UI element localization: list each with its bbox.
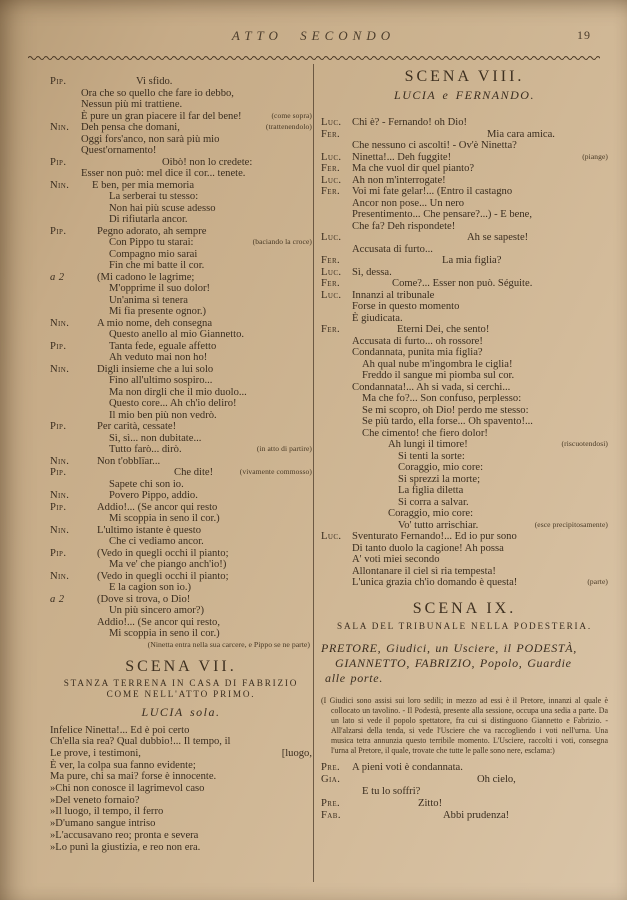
- verse-line: [50, 283, 312, 295]
- verse-line: [321, 382, 608, 394]
- verse-text: Coraggio, mio core:: [398, 462, 484, 473]
- verse-text: Ah non m'interrogate!: [352, 174, 446, 186]
- verse-text: E tu lo soffri?: [362, 786, 421, 798]
- verse-text: Ma pure, chi sa mai? forse è innocente.: [50, 771, 217, 783]
- verse-line: [321, 405, 608, 417]
- wavy-rule: [28, 54, 600, 62]
- verse-text: Eterni Dei, che sento!: [397, 324, 490, 335]
- verse-text: Presentimento... Che pensare?...) - E bene,: [352, 209, 533, 220]
- speaker-label: Pip.: [50, 340, 67, 352]
- verse-text: »Del veneto fornaio?: [50, 794, 140, 806]
- verse-line: [50, 559, 312, 571]
- right-column: [321, 68, 608, 822]
- verse-text: Abbi prudenza!: [443, 810, 510, 822]
- speaker-label: Fab.: [321, 810, 341, 822]
- verse-line: [50, 410, 312, 422]
- verse-line: [321, 221, 608, 233]
- verse-text: Ancor non pose... Un nero: [352, 197, 465, 209]
- stage-note: (vivamente commosso): [239, 467, 312, 476]
- left-column: [50, 76, 312, 853]
- verse-line: [321, 462, 608, 474]
- verse-text: Se più tardo, ella forse... Oh spavento!...: [362, 416, 533, 427]
- verse-text: Mi fia presente ognor.): [109, 306, 207, 317]
- verse-line: [50, 398, 312, 410]
- verse-text: Forse in questo momento: [352, 301, 460, 312]
- speaker-label: Nin.: [50, 122, 70, 133]
- scene-heading: SCENA IX.: [412, 599, 517, 617]
- stage-note: (parte): [587, 577, 608, 586]
- verse-text: Sapete chi son io.: [109, 478, 184, 490]
- speaker-label: Fer.: [321, 186, 341, 197]
- verse-text: Con Pippo tu starai:: [109, 237, 194, 248]
- verse-text: Se mi scopro, oh Dio! perdo me stesso:: [362, 404, 529, 416]
- verse-text: Oibò! non lo credete:: [162, 156, 253, 168]
- verse-text: (Dove si trova, o Dio!: [97, 593, 191, 605]
- verse-line: [321, 129, 608, 141]
- verse-line: [321, 163, 608, 175]
- verse-text: Voi mi fate gelar!... (Entro il castagno: [352, 186, 513, 197]
- verse-text: Zitto!: [418, 798, 443, 810]
- verse-line: [50, 260, 312, 272]
- spacer: [321, 755, 608, 762]
- verse-text: La mia figlia?: [442, 255, 502, 266]
- verse-text: L'unica grazia ch'io domando è questa!: [352, 577, 518, 588]
- verse-text: Questo core... Ah ch'io deliro!: [109, 398, 237, 409]
- scene-subtitle: SALA DEL TRIBUNALE NELLA PODESTERIA.: [337, 620, 592, 631]
- verse-line: [50, 122, 312, 134]
- verse-text: Accusata di furto... oh rossore!: [352, 335, 483, 347]
- verse-text: Nessun più mi trattiene.: [81, 99, 183, 110]
- verse-text: Di tanto duolo la cagione! Ah possa: [352, 542, 504, 554]
- verse-line: [50, 783, 312, 795]
- speaker-label: Luc.: [321, 174, 342, 186]
- verse-line: [321, 140, 608, 152]
- verse-line: [321, 451, 608, 463]
- stage-note: (in atto di partire): [256, 444, 312, 453]
- verse-text: »Chi non conosce il lagrimevol caso: [50, 783, 205, 795]
- verse-text: La serberai tu stesso:: [109, 191, 199, 202]
- verse-text: La figlia diletta: [398, 485, 464, 496]
- verse-line: [50, 628, 312, 640]
- verse-line: [321, 301, 608, 313]
- verse-line: [321, 485, 608, 497]
- verse-line: [50, 502, 312, 514]
- speaker-label: a 2: [50, 593, 65, 605]
- verse-text: È pure un gran piacere il far del bene!: [81, 110, 242, 122]
- verse-text: Vi sfido.: [136, 76, 173, 87]
- speaker-label: Nin.: [50, 363, 70, 375]
- verse-line: [50, 88, 312, 100]
- verse-text: Si tenti la sorte:: [398, 450, 465, 462]
- verse-line: [321, 774, 608, 786]
- verse-text: »Il luogo, il tempo, il ferro: [50, 806, 164, 818]
- verse-line: [50, 479, 312, 491]
- verse-line: [50, 203, 312, 215]
- verse-text: »L'accusavano reo; pronta e severa: [50, 829, 199, 841]
- verse-line: [321, 786, 608, 798]
- speaker-label: Luc.: [321, 232, 342, 243]
- verse-text: Esser non può: mel dice il cor... tenete.: [81, 168, 246, 179]
- speaker-label: Fer.: [321, 255, 341, 266]
- verse-text: Addio!... (Se ancor qui resto,: [97, 616, 220, 628]
- verse-line: [50, 214, 312, 226]
- verse-line: [321, 290, 608, 302]
- verse-text: Mia cara amica.: [487, 128, 555, 140]
- verse-text: Le prove, i testimoni,: [50, 747, 141, 759]
- speaker-label: Pip.: [50, 225, 67, 237]
- verse-text: Ah veduto mai non ho!: [109, 352, 208, 363]
- verse-text: Ah se sapeste!: [467, 232, 529, 243]
- verse-text: Mi scoppia in seno il cor.): [109, 513, 220, 524]
- verse-line: [50, 352, 312, 364]
- verse-text: Addio!... (Se ancor qui resto: [97, 501, 218, 513]
- verse-text: Di rifiutarla ancor.: [109, 214, 188, 225]
- verse-text: Si corra a salvar.: [398, 496, 469, 508]
- speaker-label: Nin.: [50, 455, 70, 467]
- verse-text: M'opprime il suo dolor!: [109, 283, 211, 294]
- verse-text: Ma che vuol dir quel pianto?: [352, 163, 475, 174]
- stage-note: (baciando la croce): [252, 237, 312, 246]
- verse-text: Come?... Esser non può. Séguite.: [392, 278, 533, 289]
- verse-text: E la cagion son io.): [109, 582, 192, 593]
- verse-line: [321, 255, 608, 267]
- verse-line: [321, 198, 608, 210]
- verse-text: Quest'ornamento!: [81, 145, 157, 156]
- verse-line: [50, 513, 312, 525]
- spacer: [321, 103, 608, 117]
- scene-characters-line: GIANNETTO, FABRIZIO, Popolo, Guardie: [335, 656, 572, 670]
- verse-line: [321, 186, 608, 198]
- verse-text: Freddo il sangue mi piomba sul cor.: [362, 370, 515, 381]
- verse-text: Sventurato Fernando!... Ed io pur sono: [352, 531, 517, 542]
- verse-text: L'ultimo istante è questo: [97, 524, 202, 536]
- verse-text: Un più sincero amor?): [109, 605, 205, 616]
- verse-line: [50, 467, 312, 479]
- verse-text: È giudicata.: [352, 312, 403, 324]
- speaker-label: Nin.: [50, 317, 70, 329]
- verse-line: [50, 617, 312, 629]
- verse-line: [321, 267, 608, 279]
- verse-line: [50, 725, 312, 737]
- speaker-label: Fer.: [321, 324, 341, 335]
- column-divider: [313, 64, 314, 882]
- verse-line: [50, 272, 312, 284]
- verse-text: Innanzi al tribunale: [352, 289, 435, 301]
- speaker-label: Nin.: [50, 490, 70, 501]
- speaker-label: Pip.: [50, 547, 67, 559]
- carryover-word: [luogo,: [281, 747, 312, 759]
- verse-line: [321, 393, 608, 405]
- verse-text: È ver, la colpa sua fanno evidente;: [50, 759, 196, 771]
- verse-text: Deh pensa che domani,: [81, 122, 180, 133]
- verse-line: [321, 336, 608, 348]
- stage-note: (come sopra): [271, 110, 312, 120]
- stage-note: (piange): [582, 151, 608, 161]
- speaker-label: Pip.: [50, 421, 67, 432]
- stage-direction-paragraph: (I Giudici sono assisi sui loro sedili; in mezzo ad essi è il Pretore, innanzi al quale è collocato un tavolino. - Il Podestà, presente alla sessione, occupa una sedia a parte. Da un lato si vede il popolo spettatore, fra cui si distinguono Giannetto e Fabrizio. - All'alzarsi della tenda, si vede l'Usciere che va raccogliendo i voti nell'urna. Una musica tetra annunzia questo terribile momento. L'Usciere, raccolti i voti, consegna l'urna al Pretore, il quale, trovate che tutte le palle sono nere, esclama:): [321, 696, 608, 755]
- verse-text: Accusata di furto...: [352, 243, 433, 255]
- verse-line: [50, 490, 312, 502]
- verse-line: [50, 605, 312, 617]
- verse-line: [321, 531, 608, 543]
- verse-line: [50, 795, 312, 807]
- verse-line: [50, 375, 312, 387]
- verse-line: [321, 232, 608, 244]
- verse-line: [50, 830, 312, 842]
- speaker-label: a 2: [50, 271, 65, 283]
- verse-line: [50, 771, 312, 783]
- verse-text: Sì, sì... non dubitate...: [109, 432, 202, 444]
- speaker-label: Pip.: [50, 76, 67, 87]
- verse-line: [50, 180, 312, 192]
- verse-line: [321, 439, 608, 451]
- stage-direction: (Ninetta entra nella sua carcere, e Pippo se ne parte): [147, 639, 310, 649]
- verse-text: A' voti miei secondo: [352, 554, 440, 565]
- stage-note: (esce precipitosamente): [534, 519, 608, 529]
- verse-line: [50, 191, 312, 203]
- verse-text: E ben, per mia memoria: [92, 179, 195, 191]
- verse-text: »D'umano sangue intriso: [50, 818, 156, 830]
- verse-line: [321, 762, 608, 774]
- verse-text: Per carità, cessate!: [97, 421, 177, 432]
- verse-text: Infelice Ninetta!... Ed è poi certo: [50, 724, 190, 736]
- verse-text: Digli insieme che a lui solo: [97, 363, 214, 375]
- verse-text: A mio nome, deh consegna: [97, 317, 213, 329]
- verse-text: Non t'obblïar...: [97, 455, 161, 467]
- verse-line: [321, 359, 608, 371]
- speaker-label: Fer.: [321, 278, 341, 289]
- verse-line: [321, 347, 608, 359]
- verse-text: Chi è? - Fernando! oh Dio!: [352, 117, 468, 128]
- verse-text: Oh cielo,: [477, 774, 516, 786]
- verse-line: [50, 548, 312, 560]
- scene-subtitle: STANZA TERRENA IN CASA DI FABRIZIO: [63, 677, 299, 688]
- verse-text: Ch'ella sia rea? Qual dubbio!... Il tempo, il: [50, 736, 231, 748]
- scene-characters: LUCIA e FERNANDO.: [394, 88, 535, 102]
- verse-line: [50, 571, 312, 583]
- verse-line: [50, 387, 312, 399]
- verse-line: [321, 244, 608, 256]
- speaker-label: Luc.: [321, 531, 342, 542]
- verse-text: Sì, dessa.: [352, 266, 392, 278]
- scene-characters-line: alle porte.: [325, 671, 384, 685]
- verse-line: [321, 324, 608, 336]
- verse-text: Che nessuno ci ascolti! - Ov'è Ninetta?: [352, 140, 517, 151]
- verse-text: Vo' tutto arrischiar.: [398, 519, 479, 531]
- verse-line: [50, 736, 312, 748]
- verse-line: [321, 497, 608, 509]
- verse-line: [321, 520, 608, 532]
- verse-text: Coraggio, mio core:: [388, 508, 474, 519]
- verse-line: [50, 76, 312, 88]
- verse-text: A pieni voti è condannata.: [352, 762, 463, 774]
- speaker-label: Nin.: [50, 570, 70, 582]
- verse-text: Oggi fors'anco, non sarà più mio: [81, 133, 220, 145]
- verse-text: Ma ve' che piango anch'io!): [109, 559, 227, 570]
- verse-text: Tanta fede, eguale affetto: [109, 340, 217, 352]
- verse-line: [50, 318, 312, 330]
- verse-line: [321, 798, 608, 810]
- verse-text: Il mio ben più non vedrò.: [109, 409, 217, 421]
- speaker-label: Pre.: [321, 798, 341, 810]
- verse-text: Un'anima sì tenera: [109, 294, 188, 306]
- verse-text: Ora che so quello che fare io debbo,: [81, 87, 234, 99]
- speaker-label: Luc.: [321, 151, 342, 163]
- verse-line: [50, 748, 312, 760]
- verse-line: [50, 249, 312, 261]
- speaker-label: Luc.: [321, 117, 342, 128]
- verse-text: Che fa? Deh rispondete!: [352, 220, 456, 232]
- verse-line: [50, 237, 312, 249]
- verse-line: [321, 370, 608, 382]
- verse-text: Questo anello al mio Giannetto.: [109, 329, 245, 340]
- verse-line: [50, 134, 312, 146]
- verse-text: Ninetta!... Deh fuggite!: [352, 151, 452, 163]
- verse-text: Fino all'ultimo sospiro...: [109, 375, 213, 386]
- speaker-label: Nin.: [50, 179, 70, 191]
- verse-line: [321, 543, 608, 555]
- speaker-label: Pip.: [50, 501, 67, 513]
- scene-characters-line: PRETORE, Giudici, un Usciere, il PODESTÀ,: [321, 641, 578, 655]
- page-number: 19: [577, 28, 591, 42]
- verse-line: [50, 421, 312, 433]
- verse-text: Ah lungi il timore!: [388, 439, 468, 450]
- speaker-label: Luc.: [321, 289, 342, 301]
- verse-text: Si sprezzi la morte;: [398, 473, 481, 485]
- verse-line: [50, 341, 312, 353]
- scene-characters: LUCIA sola.: [141, 704, 221, 719]
- verse-text: Compagno mio sarai: [109, 248, 198, 260]
- verse-line: [50, 818, 312, 830]
- verse-line: [50, 842, 312, 854]
- verse-text: Condannata, punita mia figlia?: [352, 347, 483, 358]
- verse-text: Ma che fo?... Son confuso, perplesso:: [362, 393, 522, 404]
- verse-line: [50, 536, 312, 548]
- verse-line: [321, 566, 608, 578]
- speaker-label: Nin.: [50, 524, 70, 536]
- verse-line: [50, 582, 312, 594]
- verse-line: [50, 594, 312, 606]
- verse-text: Pegno adorato, ah sempre: [97, 225, 207, 237]
- verse-text: Fin che mi batte il cor.: [109, 260, 205, 271]
- verse-text: Che cimento! che fiero dolor!: [362, 427, 488, 439]
- verse-text: Tutto farò... dirò.: [109, 444, 182, 455]
- spacer: [321, 589, 608, 600]
- verse-line: [50, 760, 312, 772]
- scene-subtitle: COME NELL'ATTO PRIMO.: [106, 689, 256, 699]
- verse-line: [321, 209, 608, 221]
- verse-text: Allontanare il ciel sì ria tempesta!: [352, 565, 496, 577]
- spacer: [50, 650, 312, 658]
- verse-line: [50, 329, 312, 341]
- verse-text: Non hai più scuse adesso: [109, 202, 216, 214]
- verse-line: [321, 278, 608, 290]
- verse-line: [50, 525, 312, 537]
- speaker-label: Fer.: [321, 163, 341, 174]
- verse-line: [321, 554, 608, 566]
- stage-note: (trattenendolo): [265, 122, 312, 131]
- verse-text: Mi scoppia in seno il cor.): [109, 628, 220, 639]
- spacer: [321, 632, 608, 641]
- verse-line: [50, 168, 312, 180]
- scene-heading: SCENA VII.: [125, 657, 237, 675]
- verse-text: (Vedo in quegli occhi il pianto;: [97, 570, 229, 582]
- verse-line: [321, 416, 608, 428]
- verse-text: »Lo punì la giustizia, e reo non era.: [50, 841, 201, 853]
- verse-line: [321, 152, 608, 164]
- verse-text: Che ci vediamo ancor.: [109, 536, 204, 547]
- verse-line: [321, 117, 608, 129]
- verse-line: [50, 306, 312, 318]
- verse-line: [50, 444, 312, 456]
- verse-text: Ma non dirgli che il mio duolo...: [109, 386, 247, 398]
- speaker-label: Pip.: [50, 156, 67, 168]
- verse-line: [321, 313, 608, 325]
- stage-note: (riscuotendosi): [561, 439, 608, 448]
- speaker-label: Luc.: [321, 266, 342, 278]
- verse-line: [321, 474, 608, 486]
- scene-heading: SCENA VIII.: [404, 68, 525, 85]
- verse-text: Condannata!... Ah si vada, si cerchi...: [352, 381, 511, 393]
- verse-text: Che dite!: [174, 467, 214, 478]
- speaker-label: Pre.: [321, 762, 341, 774]
- verse-line: [50, 806, 312, 818]
- speaker-label: Pip.: [50, 467, 67, 478]
- verse-text: Ah qual nube m'ingombra le ciglia!: [362, 358, 513, 370]
- verse-line: [50, 157, 312, 169]
- verse-line: [50, 295, 312, 307]
- verse-line: [321, 577, 608, 589]
- page-title: ATTO SECONDO: [231, 28, 396, 43]
- verse-line: [50, 145, 312, 157]
- verse-line: [321, 175, 608, 187]
- spacer: [321, 686, 608, 696]
- verse-text: (Vedo in quegli occhi il pianto;: [97, 547, 229, 559]
- speaker-label: Fer.: [321, 128, 341, 140]
- verse-line: [50, 364, 312, 376]
- speaker-label: Gia.: [321, 774, 341, 786]
- verse-text: (Mi cadono le lagrime;: [97, 271, 195, 283]
- verse-line: [321, 810, 608, 822]
- verse-text: Povero Pippo, addio.: [109, 490, 198, 501]
